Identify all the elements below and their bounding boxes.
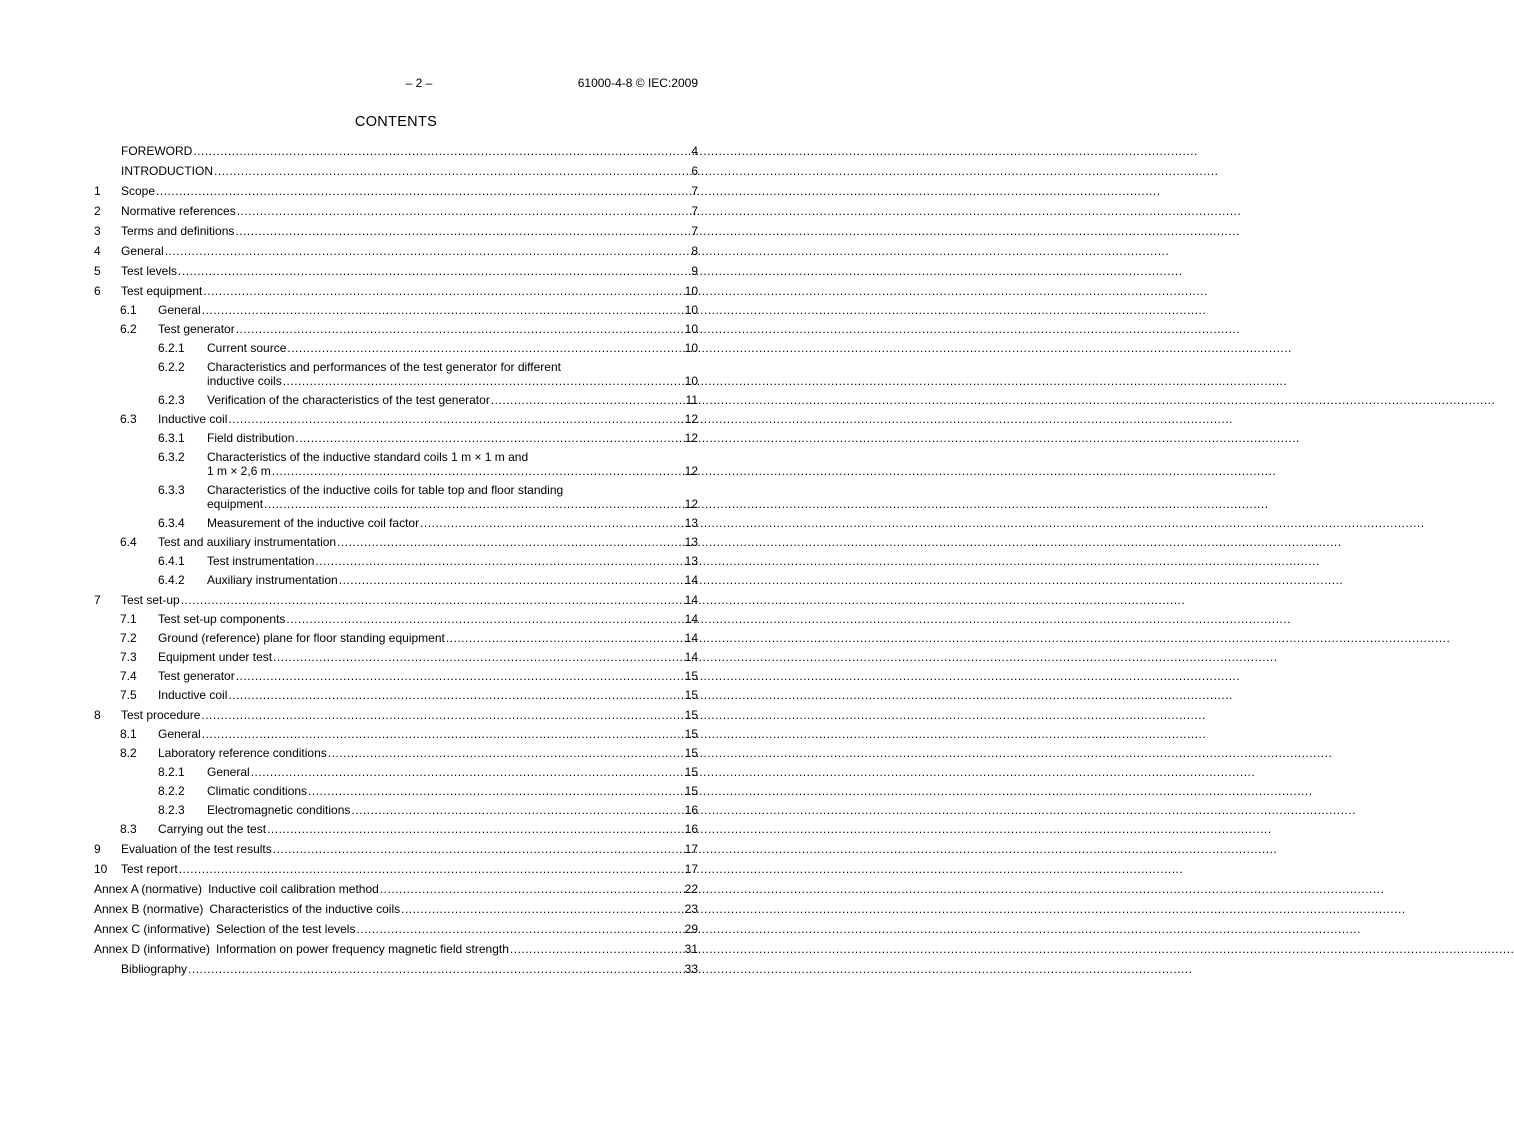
toc-entry-page: 14 [684, 650, 698, 664]
dot-leader [401, 902, 684, 916]
dot-leader [202, 727, 684, 741]
toc-entry-page: 29 [684, 922, 698, 936]
toc-entry-number: 9 [94, 842, 101, 856]
toc-entry-title: Scope [121, 184, 156, 198]
toc-entry-page: 15 [684, 669, 698, 683]
toc-entry-number: 4 [94, 244, 101, 258]
toc-entry-number: 8.2.3 [158, 803, 185, 817]
toc-entry[interactable] [94, 942, 698, 956]
toc-entry[interactable] [94, 244, 698, 258]
toc-entry-title: Verification of the characteristics of the test generator [207, 393, 490, 407]
toc-entry-number: 6.3.2 [158, 450, 185, 464]
toc-entry-number: 7.3 [120, 650, 137, 664]
toc-entry-page: 15 [684, 784, 698, 798]
toc-entry-title: General [121, 244, 164, 258]
toc-entry[interactable] [94, 224, 698, 238]
page-header [94, 76, 698, 94]
toc-entry-title: Characteristics and performances of the test generator for different [207, 360, 561, 374]
toc-entry-number: 7.4 [120, 669, 137, 683]
toc-entry-title: General [207, 765, 250, 779]
toc-entry-page: 15 [684, 708, 698, 722]
toc-entry[interactable] [94, 902, 698, 916]
toc-entry-page: 4 [691, 144, 698, 158]
dot-leader [235, 224, 690, 238]
toc-entry-number: Annex C (informative) [94, 922, 211, 936]
dot-leader [446, 631, 684, 645]
toc-entry-page: 33 [684, 962, 698, 976]
toc-entry[interactable] [94, 688, 698, 702]
toc-entry-number: 6.3.3 [158, 483, 185, 497]
toc-entry-title: Current source [207, 341, 287, 355]
toc-entry-page: 10 [684, 303, 698, 317]
toc-entry-number: 6.4 [120, 535, 137, 549]
toc-entry-page: 12 [684, 431, 698, 445]
dot-leader [351, 803, 683, 817]
toc-entry[interactable] [94, 822, 698, 836]
dot-leader [165, 244, 691, 258]
dot-leader [308, 784, 684, 798]
toc-entry[interactable] [94, 184, 698, 198]
toc-entry-title: General [158, 303, 201, 317]
dot-leader [337, 535, 684, 549]
toc-entry-number: 6.2.3 [158, 393, 185, 407]
toc-entry-title: Inductive coil [158, 412, 228, 426]
toc-entry[interactable] [94, 450, 698, 478]
toc-entry-number: 2 [94, 204, 101, 218]
toc-entry-page: 31 [684, 942, 698, 956]
toc-entry-number: 8.2.1 [158, 765, 185, 779]
toc-entry[interactable] [94, 862, 698, 876]
toc-entry-page: 17 [684, 862, 698, 876]
toc-entry-title: Evaluation of the test results [121, 842, 272, 856]
toc-entry-title: Test generator [158, 322, 235, 336]
dot-leader [339, 573, 684, 587]
toc-entry-page: 15 [684, 688, 698, 702]
toc-entry[interactable] [94, 765, 698, 779]
toc-entry-number: 6.3.4 [158, 516, 185, 530]
toc-entry-title: Electromagnetic conditions [207, 803, 351, 817]
toc-entry-page: 12 [684, 412, 698, 426]
toc-entry-title: Test equipment [121, 284, 203, 298]
dot-leader [491, 393, 685, 407]
toc-entry-number: 6 [94, 284, 101, 298]
toc-entry[interactable] [94, 284, 698, 298]
toc-entry-page: 10 [684, 374, 698, 388]
dot-leader [203, 284, 683, 298]
dot-leader [193, 144, 690, 158]
toc-entry[interactable] [94, 303, 698, 317]
dot-leader [273, 650, 684, 664]
toc-entry-page: 13 [684, 535, 698, 549]
toc-entry[interactable] [94, 727, 698, 741]
toc-entry-title: Characteristics of the inductive coils [209, 902, 401, 916]
dot-leader [188, 962, 684, 976]
page-number: – 2 – [405, 76, 433, 90]
toc-entry-title: Inductive coil [158, 688, 228, 702]
toc-entry[interactable] [94, 922, 698, 936]
toc-entry-number: 1 [94, 184, 101, 198]
dot-leader [179, 862, 684, 876]
toc-entry-page: 9 [691, 264, 698, 278]
toc-entry-title: Selection of the test levels [216, 922, 356, 936]
toc-entry-page: 8 [691, 244, 698, 258]
toc-entry-page: 10 [684, 284, 698, 298]
dot-leader [181, 593, 684, 607]
toc-entry-number: 6.1 [120, 303, 137, 317]
dot-leader [380, 882, 684, 896]
toc-entry-page: 15 [684, 746, 698, 760]
toc-entry[interactable] [94, 516, 698, 530]
toc-entry-title: Climatic conditions [207, 784, 308, 798]
toc-entry-page: 12 [684, 464, 698, 478]
toc-entry-page: 22 [684, 882, 698, 896]
toc-entry-page: 16 [684, 822, 698, 836]
dot-leader [214, 164, 690, 178]
toc-entry[interactable] [94, 842, 698, 856]
dot-leader [264, 497, 684, 511]
toc-entry-page: 14 [684, 593, 698, 607]
dot-leader [272, 464, 684, 478]
toc-entry[interactable] [94, 612, 698, 626]
toc-entry-title: Information on power frequency magnetic field strength [216, 942, 509, 956]
toc-entry-number: 6.4.2 [158, 573, 185, 587]
dot-leader [286, 612, 683, 626]
toc-entry-title: Characteristics of the inductive standard coils 1 m × 1 m and [207, 450, 529, 464]
toc-entry-title: inductive coils [207, 374, 282, 388]
dot-leader [287, 341, 683, 355]
toc-entry-number: 8 [94, 708, 101, 722]
toc-entry-title: Test set-up [121, 593, 180, 607]
toc-entry-page: 13 [684, 516, 698, 530]
dot-leader [202, 303, 684, 317]
dot-leader [201, 708, 683, 722]
toc-entry-title: Test and auxiliary instrumentation [158, 535, 337, 549]
toc-entry-title: Laboratory reference conditions [158, 746, 327, 760]
toc-entry[interactable] [94, 393, 698, 407]
toc-entry[interactable] [94, 669, 698, 683]
toc-entry[interactable] [94, 708, 698, 722]
toc-entry-title: Characteristics of the inductive coils for table top and floor standing [207, 483, 564, 497]
toc-entry-title: Test instrumentation [207, 554, 315, 568]
toc-entry[interactable] [94, 746, 698, 760]
toc-entry-number: Annex A (normative) [94, 882, 203, 896]
toc-entry[interactable] [94, 164, 698, 178]
toc-entry-page: 15 [684, 765, 698, 779]
dot-leader [251, 765, 684, 779]
toc-entry[interactable] [94, 431, 698, 445]
toc-entry-page: 23 [684, 902, 698, 916]
toc-entry-title: Equipment under test [158, 650, 273, 664]
toc-entry[interactable] [94, 803, 698, 817]
dot-leader [178, 264, 690, 278]
toc-entry-title: Bibliography [121, 962, 188, 976]
toc-entry[interactable] [94, 554, 698, 568]
toc-entry-number: 7.2 [120, 631, 137, 645]
toc-entry-title: Test set-up components [158, 612, 286, 626]
toc-entry-page: 10 [684, 322, 698, 336]
toc-entry-number: 3 [94, 224, 101, 238]
dot-leader [228, 412, 683, 426]
toc-entry-number: Annex B (normative) [94, 902, 204, 916]
toc-entry[interactable] [94, 631, 698, 645]
toc-entry[interactable] [94, 264, 698, 278]
toc-entry[interactable] [94, 204, 698, 218]
toc-entry-page: 11 [685, 393, 698, 407]
toc-entry-title: Auxiliary instrumentation [207, 573, 338, 587]
toc-entry-title: 1 m × 2,6 m [207, 464, 271, 478]
toc-entry[interactable] [94, 360, 698, 388]
toc-entry-number: 7.1 [120, 612, 137, 626]
toc-entry[interactable] [94, 784, 698, 798]
toc-entry[interactable] [94, 573, 698, 587]
toc-entry-page: 14 [684, 573, 698, 587]
toc-entry-title: Field distribution [207, 431, 295, 445]
toc-entry-number: 5 [94, 264, 101, 278]
toc-entry-title: FOREWORD [121, 144, 193, 158]
dot-leader [356, 922, 683, 936]
dot-leader [315, 554, 683, 568]
toc-entry-number: 6.2 [120, 322, 137, 336]
dot-leader [295, 431, 683, 445]
toc-entry-title: Inductive coil calibration method [208, 882, 379, 896]
toc-entry-page: 16 [684, 803, 698, 817]
toc-entry-number: 7 [94, 593, 101, 607]
dot-leader [228, 688, 683, 702]
dot-leader [156, 184, 690, 198]
toc-entry-title: Test levels [121, 264, 178, 278]
toc-entry-page: 7 [691, 184, 698, 198]
dot-leader [510, 942, 684, 956]
table-of-contents [94, 144, 698, 976]
toc-entry-page: 15 [684, 727, 698, 741]
toc-entry[interactable] [94, 882, 698, 896]
toc-entry-title: Test procedure [121, 708, 201, 722]
toc-entry[interactable] [94, 535, 698, 549]
contents-title: CONTENTS [354, 114, 438, 130]
dot-leader [420, 516, 684, 530]
dot-leader [236, 322, 684, 336]
standard-reference: 61000-4-8 © IEC:2009 [577, 76, 698, 90]
toc-entry-page: 14 [684, 631, 698, 645]
toc-entry-title: equipment [207, 497, 264, 511]
dot-leader [328, 746, 684, 760]
toc-entry-page: 7 [691, 224, 698, 238]
toc-entry-number: 7.5 [120, 688, 137, 702]
dot-leader [273, 842, 684, 856]
toc-entry[interactable] [94, 322, 698, 336]
toc-entry-number: 8.2.2 [158, 784, 185, 798]
toc-entry-page: 17 [684, 842, 698, 856]
toc-entry-page: 7 [691, 204, 698, 218]
dot-leader [236, 669, 684, 683]
toc-entry-page: 12 [684, 497, 698, 511]
toc-entry-number: 8.1 [120, 727, 137, 741]
toc-entry-title: Measurement of the inductive coil factor [207, 516, 420, 530]
toc-entry-number: 6.3.1 [158, 431, 185, 445]
toc-entry-page: 13 [684, 554, 698, 568]
dot-leader [237, 204, 691, 218]
toc-entry[interactable] [94, 650, 698, 664]
toc-entry[interactable] [94, 593, 698, 607]
toc-entry[interactable] [94, 341, 698, 355]
toc-entry-number: 8.2 [120, 746, 137, 760]
toc-entry-number: 8.3 [120, 822, 137, 836]
toc-entry[interactable] [94, 483, 698, 511]
toc-entry-page: 6 [691, 164, 698, 178]
toc-entry-title: Test report [121, 862, 178, 876]
toc-entry-number: 10 [94, 862, 108, 876]
toc-entry-page: 14 [684, 612, 698, 626]
dot-leader [283, 374, 684, 388]
toc-entry[interactable] [94, 412, 698, 426]
toc-entry-title: Terms and definitions [121, 224, 235, 238]
dot-leader [267, 822, 684, 836]
toc-entry-title: General [158, 727, 201, 741]
toc-entry-number: 6.3 [120, 412, 137, 426]
toc-entry-number: 6.4.1 [158, 554, 185, 568]
toc-entry-title: Normative references [121, 204, 236, 218]
toc-entry-title: INTRODUCTION [121, 164, 213, 178]
toc-entry-page: 10 [684, 341, 698, 355]
toc-entry-title: Ground (reference) plane for floor standing equipment [158, 631, 445, 645]
toc-entry[interactable] [94, 144, 698, 158]
toc-entry[interactable] [94, 962, 698, 976]
toc-entry-number: Annex D (informative) [94, 942, 211, 956]
toc-entry-title: Carrying out the test [158, 822, 267, 836]
toc-entry-number: 6.2.1 [158, 341, 185, 355]
toc-entry-title: Test generator [158, 669, 235, 683]
toc-entry-number: 6.2.2 [158, 360, 185, 374]
